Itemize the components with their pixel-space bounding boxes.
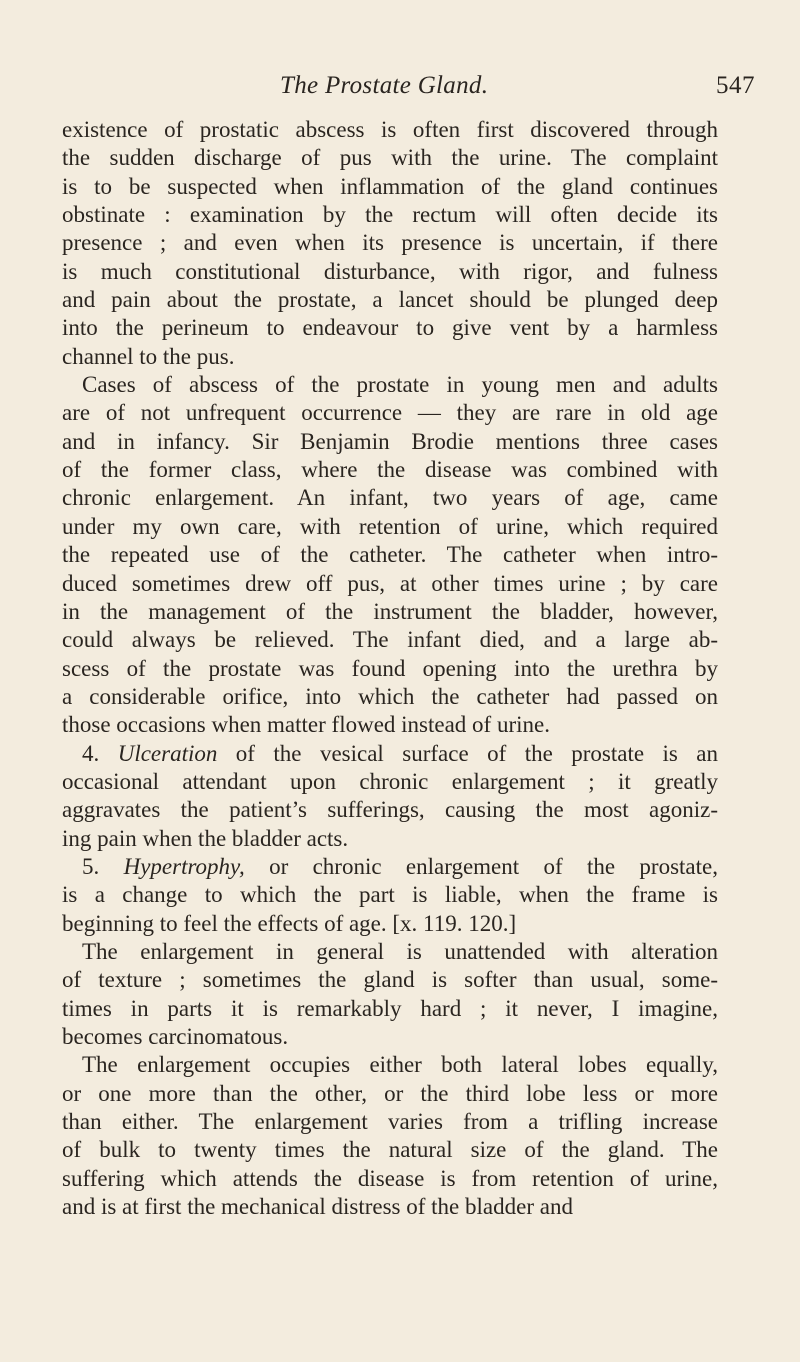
text-line: channel to the pus. [62, 343, 235, 369]
text-line: Cases of abscess of the prostate in young men and adults [82, 372, 718, 398]
text-line: or one more than the other, or the third lobe less or more [62, 1080, 718, 1106]
text-line: beginning to feel the effects of age. [x. 119. 120.] [62, 910, 517, 936]
text-line: than either. The enlargement varies from a trifling increase [62, 1109, 718, 1135]
text-line: duced sometimes drew off pus, at other times urine ; by care [62, 570, 718, 596]
text-line: The enlargement occupies either both lateral lobes equally, [82, 1052, 718, 1078]
text-line: could always be relieved. The infant died, and a large ab- [62, 627, 718, 653]
text-line: and is at first the mechanical distress of the bladder and [62, 1194, 573, 1220]
text-line: aggravates the patient’s sufferings, causing the most agoniz- [62, 797, 718, 823]
text-line: those occasions when matter flowed instead of urine. [62, 712, 550, 738]
text-line: is much constitutional disturbance, with rigor, and fulness [62, 258, 718, 284]
text-line: are of not unfrequent occurrence — they are rare in old age [62, 400, 718, 426]
text-line: the sudden discharge of pus with the urine. The complaint [62, 145, 718, 171]
text-line: is to be suspected when inflammation of the gland continues [62, 173, 718, 199]
section-term: Hypertrophy, [123, 853, 245, 879]
page-header [60, 72, 760, 112]
text-line [62, 740, 718, 768]
running-title: The Prostate Gland. [280, 72, 489, 99]
text-line: of the former class, where the disease was combined with [62, 457, 718, 483]
section-term: Ulceration [117, 740, 218, 766]
text-line: becomes carcinomatous. [62, 1024, 289, 1049]
text-line: The enlargement in general is unattended with alteration [82, 938, 718, 964]
text-line: under my own care, with retention of urine, which required [62, 513, 718, 539]
text-line: and pain about the prostate, a lancet should be plunged deep [62, 287, 718, 313]
text-line: of texture ; sometimes the gland is softer than usual, some- [62, 967, 718, 993]
text-line [62, 853, 718, 881]
text-line: of bulk to twenty times the natural size of the gland. The [62, 1137, 718, 1163]
text-line: and in infancy. Sir Benjamin Brodie mentions three cases [62, 428, 718, 454]
text-line: in the management of the instrument the bladder, however, [62, 598, 718, 624]
section-number: 5. [82, 853, 124, 879]
text-line: obstinate : examination by the rectum will often decide its [62, 202, 718, 228]
text-line: ing pain when the bladder acts. [62, 825, 349, 851]
section-number: 4. [82, 740, 118, 766]
text-line: existence of prostatic abscess is often first discovered through [62, 117, 718, 142]
text-segment: or chronic enlargement of the prostate, [244, 853, 718, 879]
body-text [62, 116, 718, 1221]
text-line: suffering which attends the disease is from retention of urine, [62, 1165, 718, 1191]
text-line: into the perineum to endeavour to give vent by a harmless [62, 315, 718, 341]
page-number: 547 [716, 72, 755, 99]
text-line: a considerable orifice, into which the catheter had passed on [62, 683, 718, 709]
text-line: times in parts it is remarkably hard ; it never, I imagine, [62, 995, 718, 1021]
text-line: chronic enlargement. An infant, two years of age, came [62, 485, 718, 511]
text-line: occasional attendant upon chronic enlargement ; it greatly [62, 768, 718, 794]
text-segment: of the vesical surface of the prostate is an [217, 740, 719, 766]
text-line: scess of the prostate was found opening into the urethra by [62, 655, 718, 681]
text-line: is a change to which the part is liable, when the frame is [62, 882, 718, 908]
text-line: presence ; and even when its presence is uncertain, if there [62, 230, 718, 256]
text-line: the repeated use of the catheter. The catheter when intro- [62, 542, 718, 568]
